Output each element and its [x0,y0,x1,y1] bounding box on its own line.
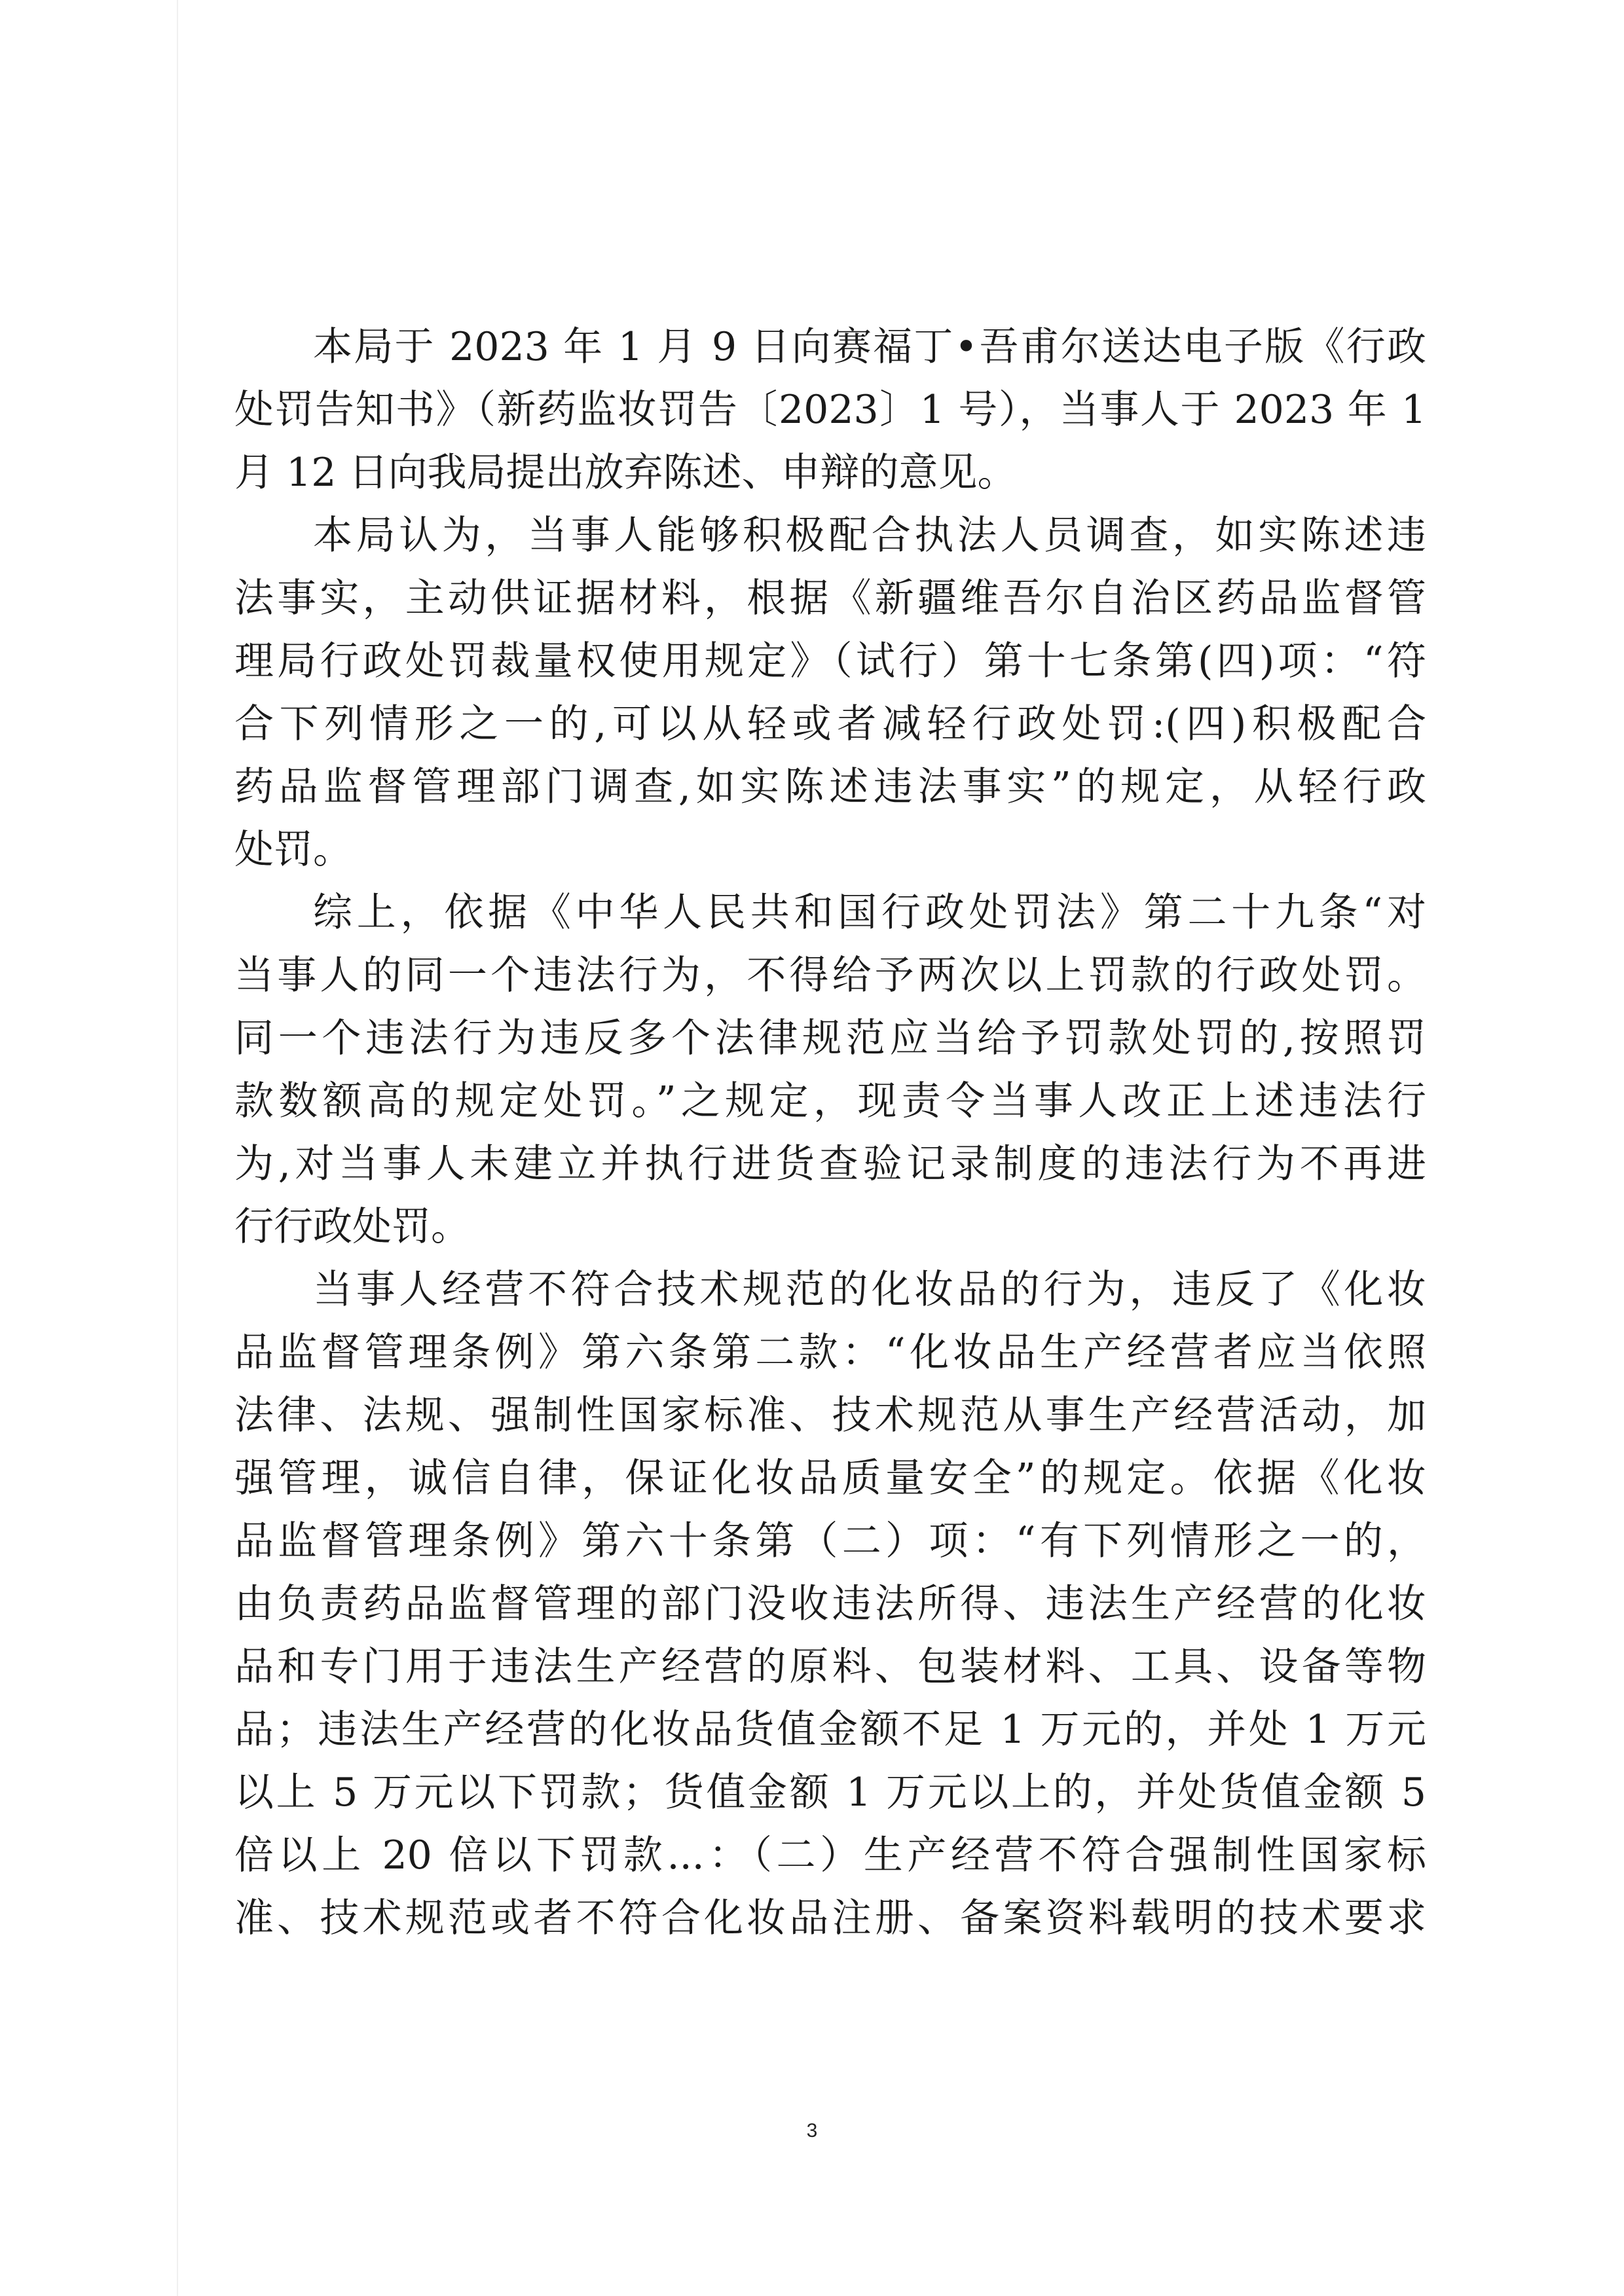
text-line: 品监督管理条例》第六条第二款：“化妆品生产经营者应当依照 [234,1330,1426,1376]
text-line: 准、技术规范或者不符合化妆品注册、备案资料载明的技术要求 [234,1895,1426,1941]
text-line: 药品监督管理部门调查,如实陈述违法事实”的规定，从轻行政 [234,764,1426,810]
text-line: 本局于 2023 年 1 月 9 日向赛福丁•吾甫尔送达电子版《行政 [313,324,1426,370]
text-line: 处罚告知书》（新药监妆罚告〔2023〕1 号），当事人于 2023 年 1 [234,387,1426,433]
text-line: 由负责药品监督管理的部门没收违法所得、违法生产经营的化妆 [234,1581,1426,1627]
text-line: 为,对当事人未建立并执行进货查验记录制度的违法行为不再进 [234,1141,1426,1187]
text-line: 倍以上 20 倍以下罚款...：（二）生产经营不符合强制性国家标 [234,1832,1426,1878]
page-number: 3 [806,2120,818,2141]
text-line: 合下列情形之一的,可以从轻或者减轻行政处罚:(四)积极配合 [234,701,1426,747]
text-line: 款数额高的规定处罚。”之规定，现责令当事人改正上述违法行 [234,1078,1426,1124]
text-line: 法事实，主动供证据材料，根据《新疆维吾尔自治区药品监督管 [234,575,1426,621]
text-line: 理局行政处罚裁量权使用规定》（试行）第十七条第(四)项：“符 [234,638,1426,684]
document-body [234,316,1426,1950]
text-line: 综上，依据《中华人民共和国行政处罚法》第二十九条“对 [313,890,1426,936]
page-edge-shadow [177,0,178,2296]
text-line: 本局认为，当事人能够积极配合执法人员调查，如实陈述违 [313,513,1426,558]
text-line: 行行政处罚。 [234,1204,470,1250]
text-line: 品和专门用于违法生产经营的原料、包装材料、工具、设备等物 [234,1644,1426,1690]
paragraph-notice-served [234,316,1426,504]
paragraph-cosmetics-violation [234,1258,1426,1950]
text-line: 当事人经营不符合技术规范的化妆品的行为，违反了《化妆 [313,1267,1426,1313]
text-line: 品；违法生产经营的化妆品货值金额不足 1 万元的，并处 1 万元 [234,1707,1426,1753]
text-line: 品监督管理条例》第六十条第（二）项：“有下列情形之一的， [234,1518,1426,1564]
text-line: 法律、法规、强制性国家标准、技术规范从事生产经营活动，加 [234,1393,1426,1438]
text-line: 强管理，诚信自律，保证化妆品质量安全”的规定。依据《化妆 [234,1455,1426,1501]
text-line: 以上 5 万元以下罚款；货值金额 1 万元以上的，并处货值金额 5 [234,1770,1426,1815]
text-line: 当事人的同一个违法行为，不得给予两次以上罚款的行政处罚。 [234,953,1426,998]
text-line: 同一个违法行为违反多个法律规范应当给予罚款处罚的,按照罚 [234,1015,1426,1061]
text-line: 月 12 日向我局提出放弃陈述、申辩的意见。 [234,450,1017,496]
paragraph-conclusion [234,881,1426,1258]
text-line: 处罚。 [234,827,352,873]
paragraph-mitigation [234,504,1426,881]
